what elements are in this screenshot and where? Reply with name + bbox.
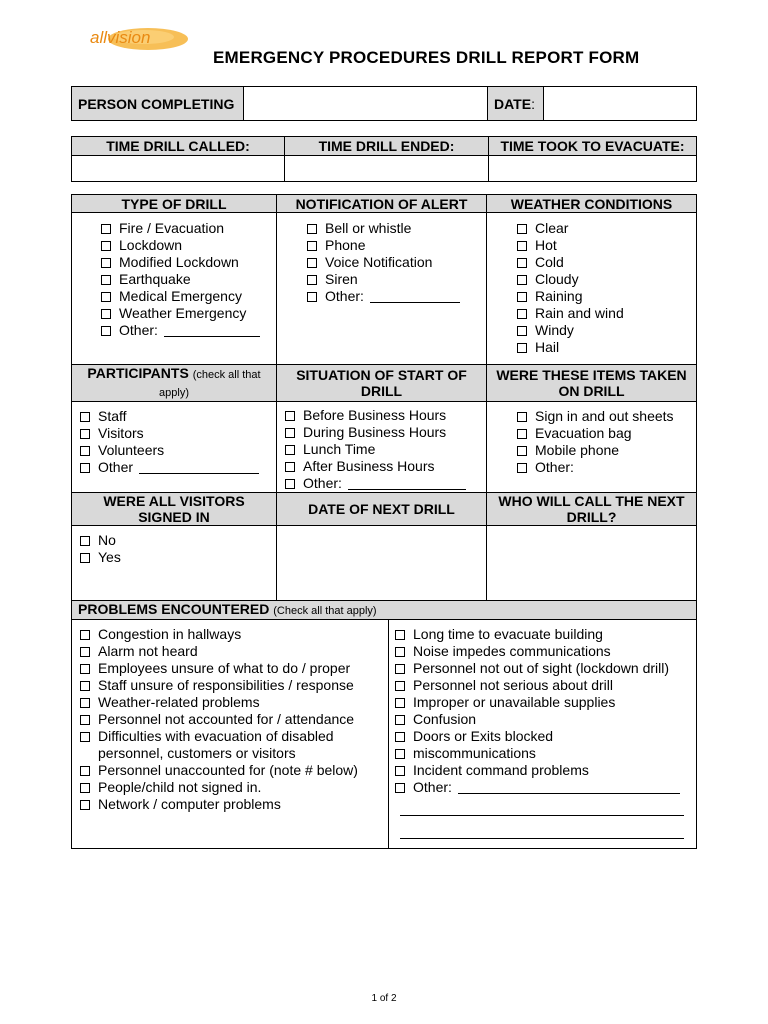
participants-list: [80, 408, 276, 476]
checkbox-label: People/child not signed in.: [98, 779, 262, 795]
checkbox-label: Evacuation bag: [535, 425, 632, 441]
person-completing-label: PERSON COMPLETING: [72, 87, 244, 121]
checkbox[interactable]: [517, 292, 527, 302]
checkbox-label: Phone: [325, 237, 366, 253]
checkbox-label: Weather-related problems: [98, 694, 260, 710]
checkbox[interactable]: [307, 224, 317, 234]
type-of-drill-header: TYPE OF DRILL: [72, 195, 277, 213]
checkbox-label: Visitors: [98, 425, 144, 441]
checkbox-item-earthquake[interactable]: [101, 271, 276, 288]
blank-line[interactable]: [348, 477, 466, 490]
checkbox-item-people-child-not-signed-in[interactable]: [80, 779, 388, 796]
checkbox-item-staff-unsure-of-responsibilities-response[interactable]: [80, 677, 388, 694]
items-taken-header: WERE THESE ITEMS TAKEN ON DRILL: [487, 365, 697, 402]
checkbox-label: personnel, customers or visitors: [98, 745, 296, 761]
checkbox-label: miscommunications: [413, 745, 536, 761]
other-problems-line-1[interactable]: [400, 814, 684, 816]
drill-details-table: [71, 194, 697, 602]
checkbox-label: No: [98, 532, 116, 548]
problems-header: PROBLEMS ENCOUNTERED (Check all that apply): [72, 601, 697, 620]
checkbox-item-cold[interactable]: [517, 254, 696, 271]
checkbox-label: Lockdown: [119, 237, 183, 253]
checkbox-item-fire-evacuation[interactable]: [101, 220, 276, 237]
checkbox-label: Clear: [535, 220, 569, 236]
checkbox[interactable]: [395, 681, 405, 691]
checkbox-label: Personnel not serious about drill: [413, 677, 614, 693]
checkbox[interactable]: [517, 258, 527, 268]
checkbox-label: Windy: [535, 322, 574, 338]
checkbox-label: Long time to evacuate building: [413, 626, 603, 642]
time-drill-called-field[interactable]: [72, 156, 285, 182]
checkbox-label: Staff: [98, 408, 127, 424]
situation-cell: [277, 402, 487, 493]
checkbox-item-no[interactable]: [80, 532, 276, 549]
checkbox-item-alarm-not-heard[interactable]: [80, 643, 388, 660]
checkbox-item-lockdown[interactable]: [101, 237, 276, 254]
problems-left-cell: [72, 620, 389, 849]
participants-cell: [72, 402, 277, 493]
type-of-drill-cell: [72, 213, 277, 365]
checkbox[interactable]: [80, 715, 90, 725]
problems-right-cell: [389, 620, 697, 849]
checkbox[interactable]: [80, 446, 90, 456]
checkbox[interactable]: [101, 326, 111, 336]
checkbox[interactable]: [517, 446, 527, 456]
checkbox-item-during-business-hours[interactable]: [285, 424, 486, 441]
checkbox-item-other[interactable]: [517, 459, 696, 476]
checkbox-item-voice-notification[interactable]: [307, 254, 486, 271]
checkbox-item-personnel-customers-or-visitors[interactable]: [80, 745, 388, 762]
checkbox-item-visitors[interactable]: [80, 425, 276, 442]
checkbox[interactable]: [395, 630, 405, 640]
checkbox-item-rain-and-wind[interactable]: [517, 305, 696, 322]
checkbox-label: Siren: [325, 271, 358, 287]
weather-list: [517, 220, 696, 356]
checkbox[interactable]: [517, 412, 527, 422]
blank-line[interactable]: [139, 461, 259, 474]
checkbox-item-long-time-to-evacuate-building[interactable]: [395, 626, 696, 643]
checkbox-label: Hot: [535, 237, 557, 253]
checkbox[interactable]: [285, 479, 295, 489]
checkbox-item-weather-related-problems[interactable]: [80, 694, 388, 711]
checkbox-label: Weather Emergency: [119, 305, 247, 321]
checkbox-label: Personnel not out of sight (lockdown drill): [413, 660, 670, 676]
checkbox-label: Other: [98, 459, 134, 475]
visitors-signed-list: [80, 532, 276, 566]
checkbox-item-incident-command-problems[interactable]: [395, 762, 696, 779]
checkbox-label: Personnel unaccounted for (note # below): [98, 762, 358, 778]
visitors-signed-header: WERE ALL VISITORS SIGNED IN: [72, 493, 277, 526]
checkbox-label: Lunch Time: [303, 441, 376, 457]
checkbox-item-bell-or-whistle[interactable]: [307, 220, 486, 237]
checkbox[interactable]: [101, 309, 111, 319]
checkbox-item-phone[interactable]: [307, 237, 486, 254]
weather-cell: [487, 213, 697, 365]
checkbox-label: Yes: [98, 549, 121, 565]
checkbox[interactable]: [80, 463, 90, 473]
checkbox-item-siren[interactable]: [307, 271, 486, 288]
checkbox-item-other[interactable]: [307, 288, 486, 305]
blank-line[interactable]: [458, 781, 680, 794]
checkbox[interactable]: [80, 536, 90, 546]
checkbox-label: During Business Hours: [303, 424, 447, 440]
checkbox-item-network-computer-problems[interactable]: [80, 796, 388, 813]
items-taken-list: [517, 408, 696, 476]
checkbox-item-congestion-in-hallways[interactable]: [80, 626, 388, 643]
checkbox-item-difficulties-with-evacuation-of-disabled[interactable]: [80, 728, 388, 745]
checkbox-item-improper-or-unavailable-supplies[interactable]: [395, 694, 696, 711]
checkbox-label: Volunteers: [98, 442, 165, 458]
checkbox[interactable]: [517, 463, 527, 473]
checkbox-label: Incident command problems: [413, 762, 589, 778]
time-drill-ended-field[interactable]: [285, 156, 489, 182]
checkbox[interactable]: [307, 241, 317, 251]
checkbox-label: Cloudy: [535, 271, 579, 287]
checkbox[interactable]: [101, 292, 111, 302]
checkbox-item-raining[interactable]: [517, 288, 696, 305]
checkbox[interactable]: [395, 715, 405, 725]
checkbox[interactable]: [285, 428, 295, 438]
checkbox-label: Other:: [303, 475, 342, 491]
weather-header: WEATHER CONDITIONS: [487, 195, 697, 213]
problems-left-list: [80, 626, 388, 813]
checkbox-label: Mobile phone: [535, 442, 620, 458]
problems-table: [71, 600, 697, 849]
time-drill-ended-header: TIME DRILL ENDED:: [285, 137, 489, 156]
checkbox-item-personnel-not-serious-about-drill[interactable]: [395, 677, 696, 694]
checkbox[interactable]: [517, 309, 527, 319]
checkbox-label: Before Business Hours: [303, 407, 447, 423]
checkbox-item-personnel-not-accounted-for-attendance[interactable]: [80, 711, 388, 728]
checkbox-item-other[interactable]: [80, 459, 276, 476]
checkbox-item-other[interactable]: [395, 779, 696, 796]
checkbox-label: Confusion: [413, 711, 477, 727]
type-of-drill-list: [101, 220, 276, 339]
checkbox-item-staff[interactable]: [80, 408, 276, 425]
checkbox[interactable]: [80, 664, 90, 674]
checkbox-label: Bell or whistle: [325, 220, 412, 236]
blank-line[interactable]: [164, 324, 260, 337]
checkbox[interactable]: [80, 783, 90, 793]
checkbox[interactable]: [80, 630, 90, 640]
time-drill-called-header: TIME DRILL CALLED:: [72, 137, 285, 156]
checkbox-label: After Business Hours: [303, 458, 435, 474]
checkbox-label: Doors or Exits blocked: [413, 728, 554, 744]
situation-list: [285, 407, 486, 492]
checkbox[interactable]: [395, 664, 405, 674]
checkbox[interactable]: [517, 275, 527, 285]
checkbox[interactable]: [101, 258, 111, 268]
who-calls-next-field[interactable]: [487, 526, 697, 602]
person-completing-field[interactable]: [244, 87, 488, 121]
checkbox-item-weather-emergency[interactable]: [101, 305, 276, 322]
checkbox-label: Fire / Evacuation: [119, 220, 225, 236]
allvision-logo: [80, 22, 200, 64]
checkbox-item-confusion[interactable]: [395, 711, 696, 728]
checkbox[interactable]: [517, 224, 527, 234]
checkbox[interactable]: [80, 647, 90, 657]
checkbox-item-personnel-not-out-of-sight-lockdown-drill[interactable]: [395, 660, 696, 677]
checkbox[interactable]: [101, 275, 111, 285]
checkbox[interactable]: [395, 749, 405, 759]
checkbox-item-windy[interactable]: [517, 322, 696, 339]
checkbox-label: Congestion in hallways: [98, 626, 242, 642]
notification-list: [307, 220, 486, 305]
problems-right-list: [395, 626, 696, 796]
checkbox-item-personnel-unaccounted-for-note-below[interactable]: [80, 762, 388, 779]
checkbox-item-modified-lockdown[interactable]: [101, 254, 276, 271]
checkbox[interactable]: [285, 462, 295, 472]
checkbox-item-doors-or-exits-blocked[interactable]: [395, 728, 696, 745]
checkbox[interactable]: [395, 766, 405, 776]
checkbox[interactable]: [80, 766, 90, 776]
checkbox-item-lunch-time[interactable]: [285, 441, 486, 458]
checkbox-item-miscommunications[interactable]: [395, 745, 696, 762]
checkbox[interactable]: [307, 258, 317, 268]
checkbox-label: Hail: [535, 339, 560, 355]
checkbox[interactable]: [307, 275, 317, 285]
blank-line[interactable]: [370, 290, 460, 303]
checkbox-label: Alarm not heard: [98, 643, 198, 659]
checkbox-label: Other:: [413, 779, 452, 795]
checkbox-label: Sign in and out sheets: [535, 408, 674, 424]
checkbox-item-noise-impedes-communications[interactable]: [395, 643, 696, 660]
checkbox-item-sign-in-and-out-sheets[interactable]: [517, 408, 696, 425]
checkbox-label: Difficulties with evacuation of disabled: [98, 728, 334, 744]
time-to-evacuate-header: TIME TOOK TO EVACUATE:: [489, 137, 697, 156]
time-table: [71, 136, 697, 182]
checkbox-label: Cold: [535, 254, 564, 270]
checkbox[interactable]: [101, 224, 111, 234]
checkbox-item-evacuation-bag[interactable]: [517, 425, 696, 442]
checkbox-item-clear[interactable]: [517, 220, 696, 237]
checkbox[interactable]: [80, 412, 90, 422]
checkbox-label: Earthquake: [119, 271, 191, 287]
checkbox-label: Rain and wind: [535, 305, 624, 321]
checkbox-item-other[interactable]: [101, 322, 276, 339]
date-label: DATE:: [488, 87, 544, 121]
checkbox[interactable]: [285, 445, 295, 455]
checkbox-label: Other:: [119, 322, 158, 338]
checkbox-label: Medical Emergency: [119, 288, 242, 304]
checkbox[interactable]: [285, 411, 295, 421]
checkbox-label: Raining: [535, 288, 583, 304]
person-date-table: [71, 86, 697, 121]
checkbox-item-employees-unsure-of-what-to-do-proper[interactable]: [80, 660, 388, 677]
checkbox[interactable]: [80, 732, 90, 742]
checkbox[interactable]: [517, 241, 527, 251]
items-taken-cell: [487, 402, 697, 493]
visitors-signed-cell: [72, 526, 277, 602]
checkbox[interactable]: [101, 241, 111, 251]
logo-text: allvision: [90, 28, 151, 47]
participants-header: PARTICIPANTS (check all that apply): [72, 365, 277, 402]
checkbox[interactable]: [395, 698, 405, 708]
notification-header: NOTIFICATION OF ALERT: [277, 195, 487, 213]
checkbox-label: Other:: [535, 459, 574, 475]
checkbox[interactable]: [80, 698, 90, 708]
checkbox-label: Employees unsure of what to do / proper: [98, 660, 351, 676]
checkbox-item-after-business-hours[interactable]: [285, 458, 486, 475]
page-title: EMERGENCY PROCEDURES DRILL REPORT FORM: [213, 48, 640, 67]
checkbox-label: Modified Lockdown: [119, 254, 239, 270]
checkbox[interactable]: [80, 429, 90, 439]
checkbox-label: Noise impedes communications: [413, 643, 611, 659]
checkbox[interactable]: [80, 800, 90, 810]
checkbox[interactable]: [80, 681, 90, 691]
checkbox[interactable]: [395, 647, 405, 657]
page-number: 1 of 2: [371, 993, 397, 1004]
checkbox-item-yes[interactable]: [80, 549, 276, 566]
checkbox-item-volunteers[interactable]: [80, 442, 276, 459]
date-field[interactable]: [544, 87, 697, 121]
checkbox[interactable]: [517, 429, 527, 439]
who-calls-next-header: WHO WILL CALL THE NEXT DRILL?: [487, 493, 697, 526]
notification-cell: [277, 213, 487, 365]
checkbox-item-other[interactable]: [285, 475, 486, 492]
checkbox-item-cloudy[interactable]: [517, 271, 696, 288]
situation-header: SITUATION OF START OF DRILL: [277, 365, 487, 402]
checkbox-item-hail[interactable]: [517, 339, 696, 356]
checkbox-item-hot[interactable]: [517, 237, 696, 254]
checkbox-label: Staff unsure of responsibilities / response: [98, 677, 354, 693]
checkbox-item-before-business-hours[interactable]: [285, 407, 486, 424]
checkbox-label: Personnel not accounted for / attendance: [98, 711, 355, 727]
time-to-evacuate-field[interactable]: [489, 156, 697, 182]
checkbox-label: Voice Notification: [325, 254, 433, 270]
other-problems-line-2[interactable]: [400, 837, 684, 839]
checkbox[interactable]: [395, 783, 405, 793]
next-drill-date-field[interactable]: [277, 526, 487, 602]
checkbox-label: Improper or unavailable supplies: [413, 694, 616, 710]
checkbox[interactable]: [517, 326, 527, 336]
checkbox-item-mobile-phone[interactable]: [517, 442, 696, 459]
checkbox-item-medical-emergency[interactable]: [101, 288, 276, 305]
checkbox-label: Network / computer problems: [98, 796, 281, 812]
checkbox[interactable]: [395, 732, 405, 742]
checkbox-label: Other:: [325, 288, 364, 304]
checkbox[interactable]: [307, 292, 317, 302]
checkbox[interactable]: [80, 553, 90, 563]
checkbox[interactable]: [517, 343, 527, 353]
next-drill-date-header: DATE OF NEXT DRILL: [277, 493, 487, 526]
